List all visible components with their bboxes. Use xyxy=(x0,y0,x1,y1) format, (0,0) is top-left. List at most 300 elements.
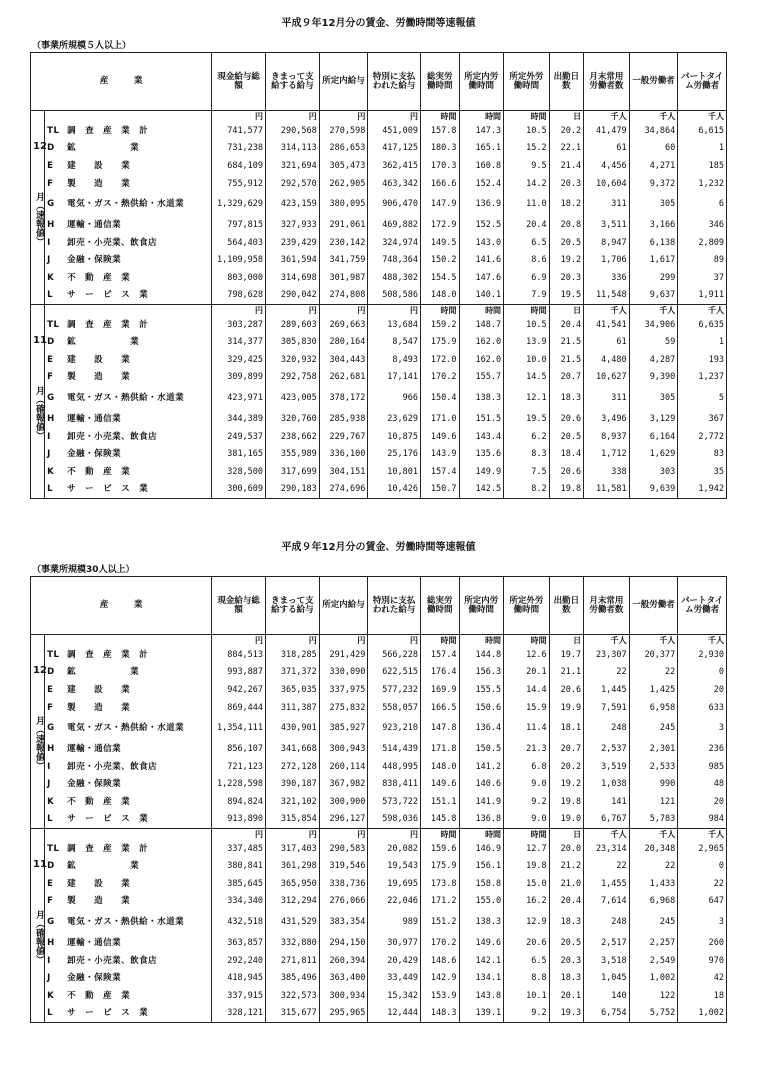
value-cell: 21.3 xyxy=(504,740,550,758)
header-part-time: パートタイム労働者 xyxy=(678,53,727,111)
value-cell: 140.1 xyxy=(459,287,504,305)
value-cell: 9.2 xyxy=(504,1005,550,1023)
value-cell: 5,783 xyxy=(629,811,678,829)
value-cell: 10.5 xyxy=(504,316,550,334)
industry-name xyxy=(45,910,212,934)
industry-label: 不 動 産 業 xyxy=(67,466,131,477)
header-special: 特別に支払われた給与 xyxy=(368,53,421,111)
industry-code: E xyxy=(47,878,54,889)
value-cell: 291,429 xyxy=(319,646,368,664)
value-cell: 3,129 xyxy=(629,410,678,428)
value-cell: 292,758 xyxy=(266,369,320,387)
value-cell: 21.0 xyxy=(549,875,583,893)
value-cell: 9.0 xyxy=(504,811,550,829)
table-row xyxy=(31,351,727,369)
wage-table xyxy=(30,576,727,1023)
value-cell: 318,285 xyxy=(266,646,320,664)
month-note: 月（速報値） xyxy=(34,192,44,246)
value-cell: 19.9 xyxy=(549,699,583,717)
value-cell: 380,095 xyxy=(319,192,368,216)
value-cell: 300,943 xyxy=(319,740,368,758)
value-cell: 6,767 xyxy=(584,811,630,829)
value-cell: 309,899 xyxy=(212,369,266,387)
value-cell: 12.9 xyxy=(504,910,550,934)
value-cell: 5,752 xyxy=(629,1005,678,1023)
industry-code: I xyxy=(47,431,51,442)
value-cell: 4,287 xyxy=(629,351,678,369)
value-cell: 23,629 xyxy=(368,410,421,428)
value-cell: 274,696 xyxy=(319,481,368,499)
value-cell: 138.3 xyxy=(459,910,504,934)
table-row xyxy=(31,646,727,664)
industry-name xyxy=(45,445,212,463)
value-cell: 18.2 xyxy=(549,192,583,216)
unit-label: 円 xyxy=(368,828,421,840)
value-cell: 993,887 xyxy=(212,664,266,682)
value-cell: 143.9 xyxy=(421,445,459,463)
value-cell: 18.3 xyxy=(549,910,583,934)
value-cell: 11,581 xyxy=(584,481,630,499)
unit-label: 時間 xyxy=(459,111,504,123)
value-cell: 371,372 xyxy=(266,664,320,682)
industry-label: サ ー ビ ス 業 xyxy=(67,484,149,495)
value-cell: 185 xyxy=(678,157,727,175)
table-row xyxy=(31,140,727,158)
value-cell: 355,989 xyxy=(266,445,320,463)
value-cell: 20.1 xyxy=(549,987,583,1005)
unit-label: 円 xyxy=(319,111,368,123)
industry-code: E xyxy=(47,354,54,365)
industry-name xyxy=(45,192,212,216)
value-cell: 311 xyxy=(584,192,630,216)
value-cell: 157.8 xyxy=(421,122,459,140)
value-cell: 245 xyxy=(629,716,678,740)
industry-label: 卸売・小売業、飲食店 xyxy=(67,237,158,248)
industry-name xyxy=(45,157,212,175)
value-cell: 321,102 xyxy=(266,793,320,811)
value-cell: 741,577 xyxy=(212,122,266,140)
value-cell: 269,663 xyxy=(319,316,368,334)
value-cell: 37 xyxy=(678,269,727,287)
value-cell: 303,287 xyxy=(212,316,266,334)
value-cell: 1,942 xyxy=(678,481,727,499)
month-number: 12 xyxy=(33,665,47,676)
industry-label: 金融・保険業 xyxy=(67,449,122,460)
value-cell: 20.6 xyxy=(549,410,583,428)
industry-code: D xyxy=(47,861,55,872)
value-cell: 633 xyxy=(678,699,727,717)
value-cell: 301,987 xyxy=(319,269,368,287)
industry-code: F xyxy=(47,896,54,907)
value-cell: 328,121 xyxy=(212,1005,266,1023)
value-cell: 451,009 xyxy=(368,122,421,140)
value-cell: 142.5 xyxy=(459,481,504,499)
value-cell: 731,238 xyxy=(212,140,266,158)
industry-label: 調 査 産 業 計 xyxy=(67,319,149,330)
value-cell: 23,314 xyxy=(584,840,630,858)
industry-name xyxy=(45,463,212,481)
industry-code: I xyxy=(47,761,51,772)
table-row xyxy=(31,716,727,740)
value-cell: 154.5 xyxy=(421,269,459,287)
value-cell: 367,982 xyxy=(319,776,368,794)
value-cell: 20.5 xyxy=(549,234,583,252)
value-cell: 2,537 xyxy=(584,740,630,758)
value-cell: 314,377 xyxy=(212,333,266,351)
table-row xyxy=(31,445,727,463)
industry-label: 建 設 業 xyxy=(67,878,131,889)
value-cell: 9.0 xyxy=(504,776,550,794)
industry-code: G xyxy=(47,199,55,210)
industry-label: 調 査 産 業 計 xyxy=(67,843,149,854)
value-cell: 7.5 xyxy=(504,463,550,481)
value-cell: 334,340 xyxy=(212,893,266,911)
value-cell: 423,159 xyxy=(266,192,320,216)
value-cell: 19.7 xyxy=(549,646,583,664)
header-scheduled: 所定内給与 xyxy=(319,577,368,635)
industry-name xyxy=(45,952,212,970)
industry-name xyxy=(45,987,212,1005)
unit-label: 千人 xyxy=(629,304,678,316)
value-cell: 147.9 xyxy=(421,192,459,216)
value-cell: 984 xyxy=(678,811,727,829)
value-cell: 2,517 xyxy=(584,934,630,952)
industry-name xyxy=(45,793,212,811)
table-row xyxy=(31,428,727,446)
header-total-hours: 総実労働時間 xyxy=(421,577,459,635)
value-cell: 21.4 xyxy=(549,157,583,175)
industry-name xyxy=(45,428,212,446)
table-row xyxy=(31,840,727,858)
industry-code: K xyxy=(47,796,55,807)
value-cell: 6.5 xyxy=(504,952,550,970)
value-cell: 365,035 xyxy=(266,681,320,699)
value-cell: 23,307 xyxy=(584,646,630,664)
value-cell: 141.6 xyxy=(459,252,504,270)
industry-label: 電気・ガス・熱供給・水道業 xyxy=(67,723,185,734)
value-cell: 141 xyxy=(584,793,630,811)
value-cell: 162.0 xyxy=(459,351,504,369)
value-cell: 143.4 xyxy=(459,428,504,446)
value-cell: 20,082 xyxy=(368,840,421,858)
value-cell: 239,429 xyxy=(266,234,320,252)
value-cell: 361,594 xyxy=(266,252,320,270)
value-cell: 286,653 xyxy=(319,140,368,158)
value-cell: 148.3 xyxy=(421,1005,459,1023)
value-cell: 166.5 xyxy=(421,699,459,717)
value-cell: 172.0 xyxy=(421,351,459,369)
value-cell: 18 xyxy=(678,987,727,1005)
value-cell: 341,759 xyxy=(319,252,368,270)
unit-label: 円 xyxy=(266,828,320,840)
header-industry: 産 業 xyxy=(31,577,212,635)
value-cell: 25,176 xyxy=(368,445,421,463)
value-cell: 157.4 xyxy=(421,463,459,481)
value-cell: 337,975 xyxy=(319,681,368,699)
value-cell: 156.1 xyxy=(459,857,504,875)
unit-label: 千人 xyxy=(678,828,727,840)
value-cell: 341,668 xyxy=(266,740,320,758)
value-cell: 170.3 xyxy=(421,157,459,175)
value-cell: 280,164 xyxy=(319,333,368,351)
value-cell: 148.7 xyxy=(459,316,504,334)
value-cell: 748,364 xyxy=(368,252,421,270)
industry-name xyxy=(45,646,212,664)
value-cell: 60 xyxy=(629,140,678,158)
unit-label: 時間 xyxy=(504,828,550,840)
value-cell: 1,706 xyxy=(584,252,630,270)
header-industry: 産 業 xyxy=(31,53,212,111)
industry-name xyxy=(45,716,212,740)
value-cell: 6,958 xyxy=(629,699,678,717)
industry-name xyxy=(45,410,212,428)
value-cell: 138.3 xyxy=(459,386,504,410)
industry-label: 不 動 産 業 xyxy=(67,796,131,807)
unit-label: 円 xyxy=(212,304,266,316)
value-cell: 989 xyxy=(368,910,421,934)
month-label xyxy=(31,635,45,829)
industry-label: サ ー ビ ス 業 xyxy=(67,290,149,301)
industry-name xyxy=(45,481,212,499)
unit-label: 千人 xyxy=(584,635,630,647)
value-cell: 3,166 xyxy=(629,216,678,234)
value-cell: 385,645 xyxy=(212,875,266,893)
industry-name xyxy=(45,287,212,305)
unit-label: 日 xyxy=(549,304,583,316)
value-cell: 329,425 xyxy=(212,351,266,369)
value-cell: 20,429 xyxy=(368,952,421,970)
industry-name xyxy=(45,934,212,952)
value-cell: 2,809 xyxy=(678,234,727,252)
value-cell: 143.8 xyxy=(459,987,504,1005)
unit-label: 時間 xyxy=(421,304,459,316)
value-cell: 684,109 xyxy=(212,157,266,175)
industry-code: F xyxy=(47,178,54,189)
value-cell: 8,547 xyxy=(368,333,421,351)
value-cell: 15.9 xyxy=(504,699,550,717)
value-cell: 48 xyxy=(678,776,727,794)
value-cell: 12.7 xyxy=(504,840,550,858)
industry-label: サ ー ビ ス 業 xyxy=(67,1008,149,1019)
month-label xyxy=(31,111,45,305)
value-cell: 2,772 xyxy=(678,428,727,446)
value-cell: 152.4 xyxy=(459,175,504,193)
industry-code: I xyxy=(47,955,51,966)
industry-code: D xyxy=(47,143,55,154)
value-cell: 19,695 xyxy=(368,875,421,893)
value-cell: 337,915 xyxy=(212,987,266,1005)
value-cell: 3,511 xyxy=(584,216,630,234)
value-cell: 344,389 xyxy=(212,410,266,428)
unit-label: 円 xyxy=(266,111,320,123)
value-cell: 160.8 xyxy=(459,157,504,175)
value-cell: 390,187 xyxy=(266,776,320,794)
industry-name xyxy=(45,664,212,682)
header-special: 特別に支払われた給与 xyxy=(368,577,421,635)
value-cell: 9.5 xyxy=(504,157,550,175)
unit-label: 千人 xyxy=(629,635,678,647)
value-cell: 6.8 xyxy=(504,758,550,776)
value-cell: 304,443 xyxy=(319,351,368,369)
value-cell: 923,210 xyxy=(368,716,421,740)
value-cell: 14.2 xyxy=(504,175,550,193)
table-row xyxy=(31,386,727,410)
value-cell: 169.9 xyxy=(421,681,459,699)
value-cell: 10,426 xyxy=(368,481,421,499)
value-cell: 149.6 xyxy=(459,934,504,952)
value-cell: 20.1 xyxy=(504,664,550,682)
value-cell: 249,537 xyxy=(212,428,266,446)
industry-name xyxy=(45,969,212,987)
value-cell: 300,900 xyxy=(319,793,368,811)
table-row xyxy=(31,269,727,287)
table-row xyxy=(31,333,727,351)
value-cell: 296,127 xyxy=(319,811,368,829)
month-note: 月（確報値） xyxy=(34,909,44,964)
value-cell: 30,977 xyxy=(368,934,421,952)
value-cell: 175.9 xyxy=(421,857,459,875)
value-cell: 327,933 xyxy=(266,216,320,234)
industry-label: 建 設 業 xyxy=(67,160,131,171)
value-cell: 721,123 xyxy=(212,758,266,776)
value-cell: 146.9 xyxy=(459,840,504,858)
value-cell: 61 xyxy=(584,333,630,351)
value-cell: 175.9 xyxy=(421,333,459,351)
value-cell: 20,377 xyxy=(629,646,678,664)
industry-label: 製 造 業 xyxy=(67,372,131,383)
table-row xyxy=(31,252,727,270)
industry-label: 電気・ガス・熱供給・水道業 xyxy=(67,917,185,928)
value-cell: 151.1 xyxy=(421,793,459,811)
wage-table xyxy=(30,52,727,499)
value-cell: 363,400 xyxy=(319,969,368,987)
value-cell: 9,639 xyxy=(629,481,678,499)
value-cell: 19,543 xyxy=(368,857,421,875)
header-part-time: パートタイム労働者 xyxy=(678,577,727,635)
value-cell: 176.4 xyxy=(421,664,459,682)
month-number: 12 xyxy=(33,141,47,152)
value-cell: 274,808 xyxy=(319,287,368,305)
unit-label: 時間 xyxy=(504,635,550,647)
value-cell: 1,455 xyxy=(584,875,630,893)
value-cell: 22 xyxy=(629,857,678,875)
value-cell: 140.6 xyxy=(459,776,504,794)
value-cell: 332,880 xyxy=(266,934,320,952)
value-cell: 20.8 xyxy=(549,216,583,234)
value-cell: 42 xyxy=(678,969,727,987)
value-cell: 322,573 xyxy=(266,987,320,1005)
value-cell: 61 xyxy=(584,140,630,158)
value-cell: 1,617 xyxy=(629,252,678,270)
value-cell: 141.9 xyxy=(459,793,504,811)
value-cell: 317,403 xyxy=(266,840,320,858)
value-cell: 147.6 xyxy=(459,269,504,287)
value-cell: 6.9 xyxy=(504,269,550,287)
value-cell: 3 xyxy=(678,910,727,934)
industry-name xyxy=(45,386,212,410)
unit-label: 千人 xyxy=(584,111,630,123)
value-cell: 305 xyxy=(629,192,678,216)
month-label xyxy=(31,304,45,498)
industry-name xyxy=(45,740,212,758)
value-cell: 14.5 xyxy=(504,369,550,387)
industry-name xyxy=(45,1005,212,1023)
value-cell: 149.5 xyxy=(421,234,459,252)
value-cell: 305,473 xyxy=(319,157,368,175)
table-row xyxy=(31,987,727,1005)
value-cell: 276,066 xyxy=(319,893,368,911)
industry-label: 不 動 産 業 xyxy=(67,272,131,283)
industry-label: 調 査 産 業 計 xyxy=(67,125,149,136)
header-total-hours: 総実労働時間 xyxy=(421,53,459,111)
value-cell: 1,354,111 xyxy=(212,716,266,740)
value-cell: 139.1 xyxy=(459,1005,504,1023)
value-cell: 1,038 xyxy=(584,776,630,794)
value-cell: 150.4 xyxy=(421,386,459,410)
value-cell: 1,329,629 xyxy=(212,192,266,216)
value-cell: 150.5 xyxy=(459,740,504,758)
value-cell: 22 xyxy=(629,664,678,682)
value-cell: 159.2 xyxy=(421,316,459,334)
value-cell: 797,815 xyxy=(212,216,266,234)
value-cell: 147.3 xyxy=(459,122,504,140)
table-row xyxy=(31,369,727,387)
industry-label: 鉱 業 xyxy=(67,861,140,872)
table-row xyxy=(31,681,727,699)
table-row xyxy=(31,758,727,776)
value-cell: 15.2 xyxy=(504,140,550,158)
value-cell: 432,518 xyxy=(212,910,266,934)
unit-label: 円 xyxy=(368,111,421,123)
value-cell: 8.6 xyxy=(504,252,550,270)
unit-label: 時間 xyxy=(459,304,504,316)
value-cell: 6,635 xyxy=(678,316,727,334)
value-cell: 166.6 xyxy=(421,175,459,193)
value-cell: 16.2 xyxy=(504,893,550,911)
value-cell: 260,394 xyxy=(319,952,368,970)
value-cell: 11.0 xyxy=(504,192,550,216)
value-cell: 0 xyxy=(678,664,727,682)
value-cell: 20.5 xyxy=(549,934,583,952)
month-number: 11 xyxy=(33,334,47,346)
value-cell: 321,694 xyxy=(266,157,320,175)
value-cell: 34,864 xyxy=(629,122,678,140)
value-cell: 150.7 xyxy=(421,481,459,499)
value-cell: 6 xyxy=(678,192,727,216)
value-cell: 19.8 xyxy=(504,857,550,875)
industry-name xyxy=(45,351,212,369)
value-cell: 145.8 xyxy=(421,811,459,829)
value-cell: 1,445 xyxy=(584,681,630,699)
industry-code: F xyxy=(47,702,54,713)
value-cell: 159.6 xyxy=(421,840,459,858)
value-cell: 136.4 xyxy=(459,716,504,740)
value-cell: 558,057 xyxy=(368,699,421,717)
value-cell: 337,485 xyxy=(212,840,266,858)
table-row xyxy=(31,857,727,875)
value-cell: 22.1 xyxy=(549,140,583,158)
value-cell: 1,002 xyxy=(629,969,678,987)
value-cell: 20.2 xyxy=(549,122,583,140)
value-cell: 21.1 xyxy=(549,664,583,682)
value-cell: 142.9 xyxy=(421,969,459,987)
value-cell: 798,628 xyxy=(212,287,266,305)
industry-code: J xyxy=(47,255,51,266)
header-general: 一般労働者 xyxy=(629,53,678,111)
value-cell: 180.3 xyxy=(421,140,459,158)
industry-label: 製 造 業 xyxy=(67,702,131,713)
value-cell: 155.0 xyxy=(459,893,504,911)
